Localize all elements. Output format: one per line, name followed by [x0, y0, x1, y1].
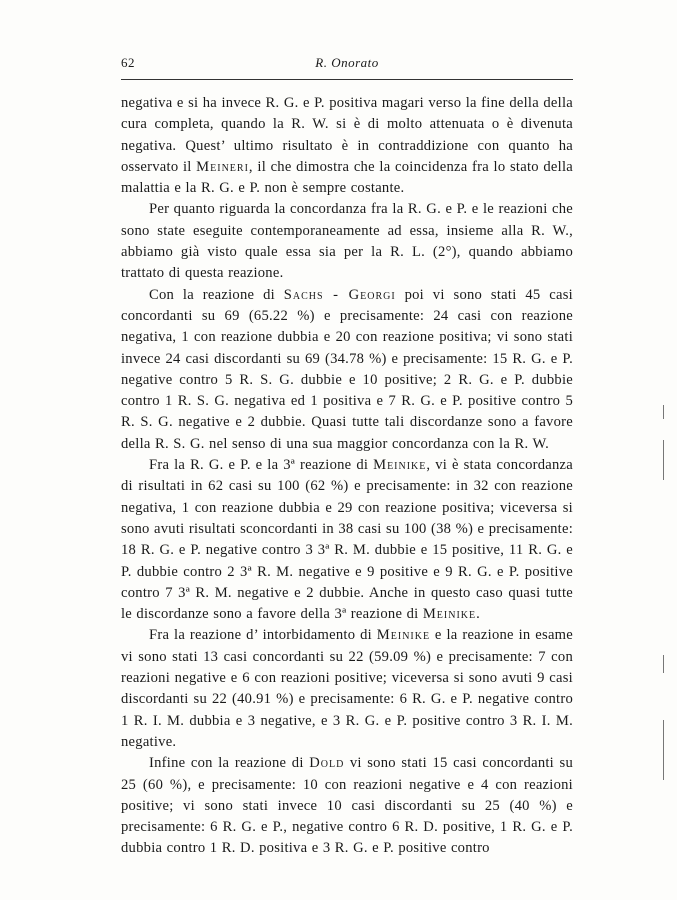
text-run: negativa e si ha invece R. G. e P. positiva magari verso la fine della della cura completa, quando la R. W. si è di molto attenuata o è divenuta negativa. Quest’ ultimo risultato è in contraddizione con quanto ha osservato il [121, 95, 573, 175]
text-run: Fra la R. G. e P. e la 3ª reazione di [149, 457, 374, 474]
paragraph [121, 285, 573, 455]
header-rule [121, 79, 573, 80]
body-text [121, 93, 573, 860]
text-run: vi sono stati 15 casi concordanti su 25 (60 %), e precisamente: 10 con reazioni negative e 4 con reazioni positive; vi sono stati invece 10 casi discordanti su 25 (40 %) e precisamente: 6 R. G. e P., negative contro 6 R. D. positive, 1 R. G. e P. dubbia contro 1 R. D. positiva e 3 R. G. e P. positive contro [121, 755, 573, 857]
text-run: Fra la reazione d’ intorbidamento di [149, 627, 377, 644]
margin-mark [663, 655, 664, 673]
page-header [121, 55, 573, 75]
text-run: Con la reazione di [149, 286, 284, 303]
paragraph [121, 625, 573, 753]
author-name: Meinike [373, 457, 427, 474]
author-name: Meineri [196, 158, 249, 175]
page-number: 62 [121, 55, 135, 70]
running-head: R. Onorato [315, 55, 379, 70]
paragraph [121, 455, 573, 625]
text-run: . [476, 606, 481, 623]
text-run: e la reazione in esame vi sono stati 13 casi concordanti su 22 (59.09 %) e precisamente: 7 con reazioni negative e 6 con reazioni positive; viceversa si sono avuti 9 casi discordanti su 22 (40.91 %) e precisamente: 6 R. G. e P. negative contro 1 R. I. M. dubbia e 3 negative, e 3 R. G. e P. positive contro 3 R. I. M. negative. [121, 627, 574, 750]
paragraph [121, 199, 573, 284]
text-run: , il che dimostra che la coincidenza fra lo stato della malattia e la R. G. e P. non è sempre costante. [121, 158, 573, 197]
paragraph [121, 93, 573, 199]
text-run: Infine con la reazione di [149, 755, 310, 772]
text-run: poi vi sono stati 45 casi concordanti su 69 (65.22 %) e precisamente: 24 casi con reazione negativa, 1 con reazione dubbia e 20 con reazione positiva; vi sono stati invece 24 casi discordanti su 69 (34.78 %) e precisamente: 15 R. G. e P. negative contro 5 R. S. G. dubbie e 10 positive; 2 R. G. e P. dubbie contro 1 R. S. G. negativa ed 1 positiva e 7 R. G. e P. positive contro 5 R. S. G. negative e 2 dubbie. Quasi tutte tali discordanze sono a favore della R. S. G. nel senso di una sua maggior concordanza con la R. W. [121, 286, 573, 452]
paragraph [121, 753, 573, 859]
margin-mark [663, 720, 664, 780]
margin-mark [663, 440, 664, 480]
text-run: Per quanto riguarda la concordanza fra la R. G. e P. e le reazioni che sono state eseguite contemporaneamente ad essa, insieme alla R. W., abbiamo già visto quale essa sia per la R. L. (2°), quando abbiamo trattato di questa reazione. [121, 201, 573, 282]
margin-mark [663, 405, 664, 419]
author-name: Meinike [376, 627, 431, 644]
author-name: Sachs - Georgi [283, 286, 396, 303]
text-run: , vi è stata concordanza di risultati in 62 casi su 100 (62 %) e precisamente: in 32 con reazione negativa, 1 con reazione dubbia e 29 con reazione positiva; viceversa si sono avuti risultati sconcordanti in 38 casi su 100 (38 %) e precisamente: 18 R. G. e P. negative contro 3 3ª R. M. dubbie e 15 positive, 11 R. G. e P. dubbie contro 2 3ª R. M. negative e 9 positive e 9 R. G. e P. positive contro 7 3ª R. M. negative e 2 dubbie. Anche in questo caso quasi tutte le discordanze sono a favore della 3ª reazione di [121, 457, 573, 623]
author-name: Dold [309, 755, 345, 772]
author-name: Meinike [422, 606, 477, 623]
